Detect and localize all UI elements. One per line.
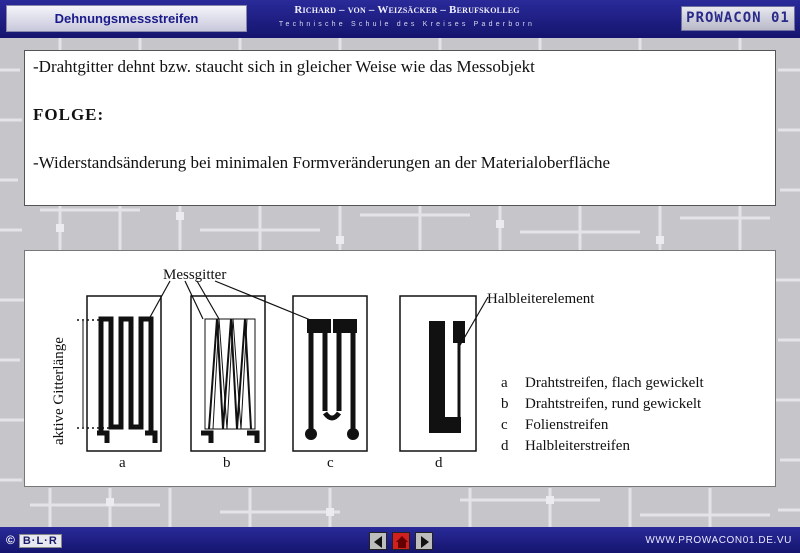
panel-label-a: a <box>119 455 126 471</box>
blr-logo-text: B·L·R <box>19 534 62 548</box>
blr-logo <box>6 533 62 548</box>
footer-bar <box>0 527 800 553</box>
legend-text-d: Halbleiterstreifen <box>525 438 630 454</box>
home-icon <box>393 533 411 551</box>
content-line-3: -Widerstandsänderung bei minimalen Formveränderungen an der Materialoberfläche <box>33 153 611 172</box>
panel-label-c: c <box>327 455 334 471</box>
figure-legend <box>501 375 704 454</box>
axis-label: aktive Gitterlänge <box>51 337 67 445</box>
copyright-symbol: © <box>6 533 15 547</box>
arrow-left-icon <box>370 533 388 551</box>
brand-logo: PROWACON 01 <box>681 6 795 31</box>
reference-lines <box>77 320 111 428</box>
home-button[interactable] <box>392 532 410 550</box>
panel-label-b: b <box>223 455 231 471</box>
legend-key-b: b <box>501 396 509 412</box>
previous-page-button[interactable] <box>369 532 387 550</box>
legend-text-c: Folienstreifen <box>525 417 609 433</box>
header-bar <box>0 0 800 38</box>
panel-label-d: d <box>435 455 443 471</box>
content-line-1: -Drahtgitter dehnt bzw. staucht sich in gleicher Weise wie das Messobjekt <box>33 57 535 76</box>
gauge-c <box>293 296 367 451</box>
callout-halbleiterelement: Halbleiterelement <box>487 291 595 307</box>
school-subtitle: Technische Schule des Kreises Paderborn <box>278 21 536 28</box>
site-url-link[interactable]: WWW.PROWACON01.DE.VU <box>645 535 792 546</box>
content-text-box <box>24 50 776 206</box>
gauge-d <box>400 296 476 451</box>
legend-text-b: Drahtstreifen, rund gewickelt <box>525 396 702 412</box>
arrow-right-icon <box>416 533 434 551</box>
gauge-b <box>191 296 265 451</box>
content-line-2: FOLGE: <box>33 105 105 124</box>
legend-text-a: Drahtstreifen, flach gewickelt <box>525 375 704 391</box>
strain-gauge-figure <box>24 250 776 487</box>
page-title: Dehnungsmessstreifen <box>6 5 247 32</box>
legend-key-c: c <box>501 417 508 433</box>
legend-key-d: d <box>501 438 509 454</box>
school-name: Richard – von – Weizsäcker – Berufskolleg <box>294 4 520 16</box>
callout-messgitter: Messgitter <box>163 267 227 283</box>
next-page-button[interactable] <box>415 532 433 550</box>
legend-key-a: a <box>501 375 508 391</box>
